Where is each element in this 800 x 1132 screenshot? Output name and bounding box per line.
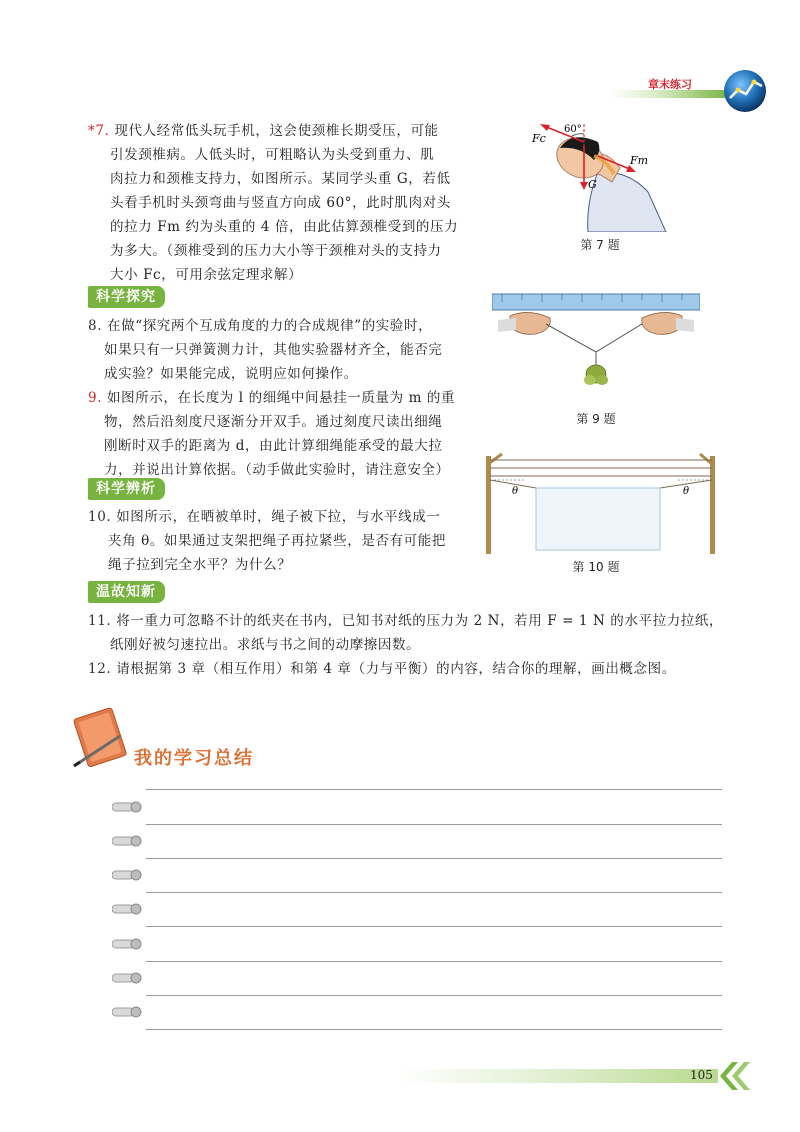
figure-7-caption: 第 7 题: [580, 238, 620, 252]
label-fc: Fc: [532, 132, 546, 145]
label-g: G: [588, 178, 597, 191]
question-7: *7. 现代人经常低头玩手机，这会使颈椎长期受压，可能 引发颈椎病。人低头时，可粗略认为头受到重力、肌 肉拉力和颈椎支持力，如图所示。某同学头重 G，若低 头看手机时头颈弯曲与竖直方向成 60°，此时肌肉对头 的拉力 Fm 约为头重的 4 倍，由此估算颈椎受到的压力 为多大。（颈椎受到的压力大小等于颈椎对头的支持力 大小 Fc，可用余弦定理求解）: [88, 123, 459, 283]
binder-ring-icon: [112, 903, 142, 915]
notebook-icon: [66, 702, 136, 772]
theta-left: θ: [512, 486, 519, 497]
page-number: 105: [690, 1068, 713, 1082]
writing-line-4[interactable]: [112, 893, 722, 927]
label-angle: 60°: [564, 124, 582, 135]
q7-number: *7.: [88, 123, 110, 139]
figure-7: [528, 112, 668, 232]
binder-ring-icon: [112, 1006, 142, 1018]
binder-ring-icon: [112, 801, 142, 813]
label-fm: Fm: [630, 154, 649, 167]
summary-title: 我的学习总结: [134, 748, 254, 769]
chevron-left-icon: [718, 1062, 754, 1090]
question-12: 12. 请根据第 3 章（相互作用）和第 4 章（力与平衡）的内容，结合你的理解，画出概念图。: [88, 661, 676, 677]
question-8: 8. 在做“探究两个互成角度的力的合成规律”的实验时， 如果只有一只弹簧测力计，其他实验器材齐全，能否完 成实验？如果能完成，说明应如何操作。: [88, 318, 443, 382]
chapter-logo-icon: [722, 68, 768, 114]
question-11: 11. 将一重力可忽略不计的纸夹在书内，已知书对纸的压力为 2 N，若用 F = 1 N 的水平拉力拉纸， 纸刚好被匀速拉出。求纸与书之间的动摩擦因数。: [88, 613, 724, 653]
figure-9-caption: 第 9 题: [576, 412, 616, 426]
question-9: 9. 如图所示，在长度为 l 的细绳中间悬挂一质量为 m 的重 物，然后沿刻度尺逐渐分开双手。通过刻度尺读出细绳 刚断时双手的距离为 d，由此计算细绳能承受的最大拉 力，并说出计算依据。（动手做此实验时，请注意安全）: [88, 390, 456, 478]
binder-ring-icon: [112, 869, 142, 881]
q11-number: 11.: [88, 613, 112, 629]
question-10: 10. 如图所示，在晒被单时，绳子被下拉，与水平线成一 夹角 θ。如果通过支架把绳子再拉紧些，是否有可能把 绳子拉到完全水平？为什么？: [88, 509, 446, 573]
q9-number: 9.: [88, 390, 103, 406]
figure-9: [492, 290, 700, 402]
q10-number: 10.: [88, 509, 112, 525]
footer-bar: [400, 1069, 718, 1083]
section-discern: 科学辨析: [88, 478, 165, 500]
figure-10-caption: 第 10 题: [572, 560, 620, 574]
q8-number: 8.: [88, 318, 103, 334]
section-explore: 科学探究: [88, 286, 165, 308]
theta-right: θ: [683, 486, 690, 497]
binder-ring-icon: [112, 938, 142, 950]
summary-top-rule: [146, 789, 722, 790]
writing-line-5[interactable]: [112, 928, 722, 962]
writing-line-2[interactable]: [112, 825, 722, 859]
writing-line-3[interactable]: [112, 859, 722, 893]
writing-line-6[interactable]: [112, 962, 722, 996]
writing-line-7[interactable]: [112, 996, 722, 1030]
figure-10: [480, 446, 722, 554]
q12-number: 12.: [88, 661, 112, 677]
binder-ring-icon: [112, 972, 142, 984]
chapter-tag: 章末练习: [648, 78, 692, 91]
section-review: 温故知新: [88, 581, 165, 603]
binder-ring-icon: [112, 835, 142, 847]
writing-line-1[interactable]: [112, 791, 722, 825]
